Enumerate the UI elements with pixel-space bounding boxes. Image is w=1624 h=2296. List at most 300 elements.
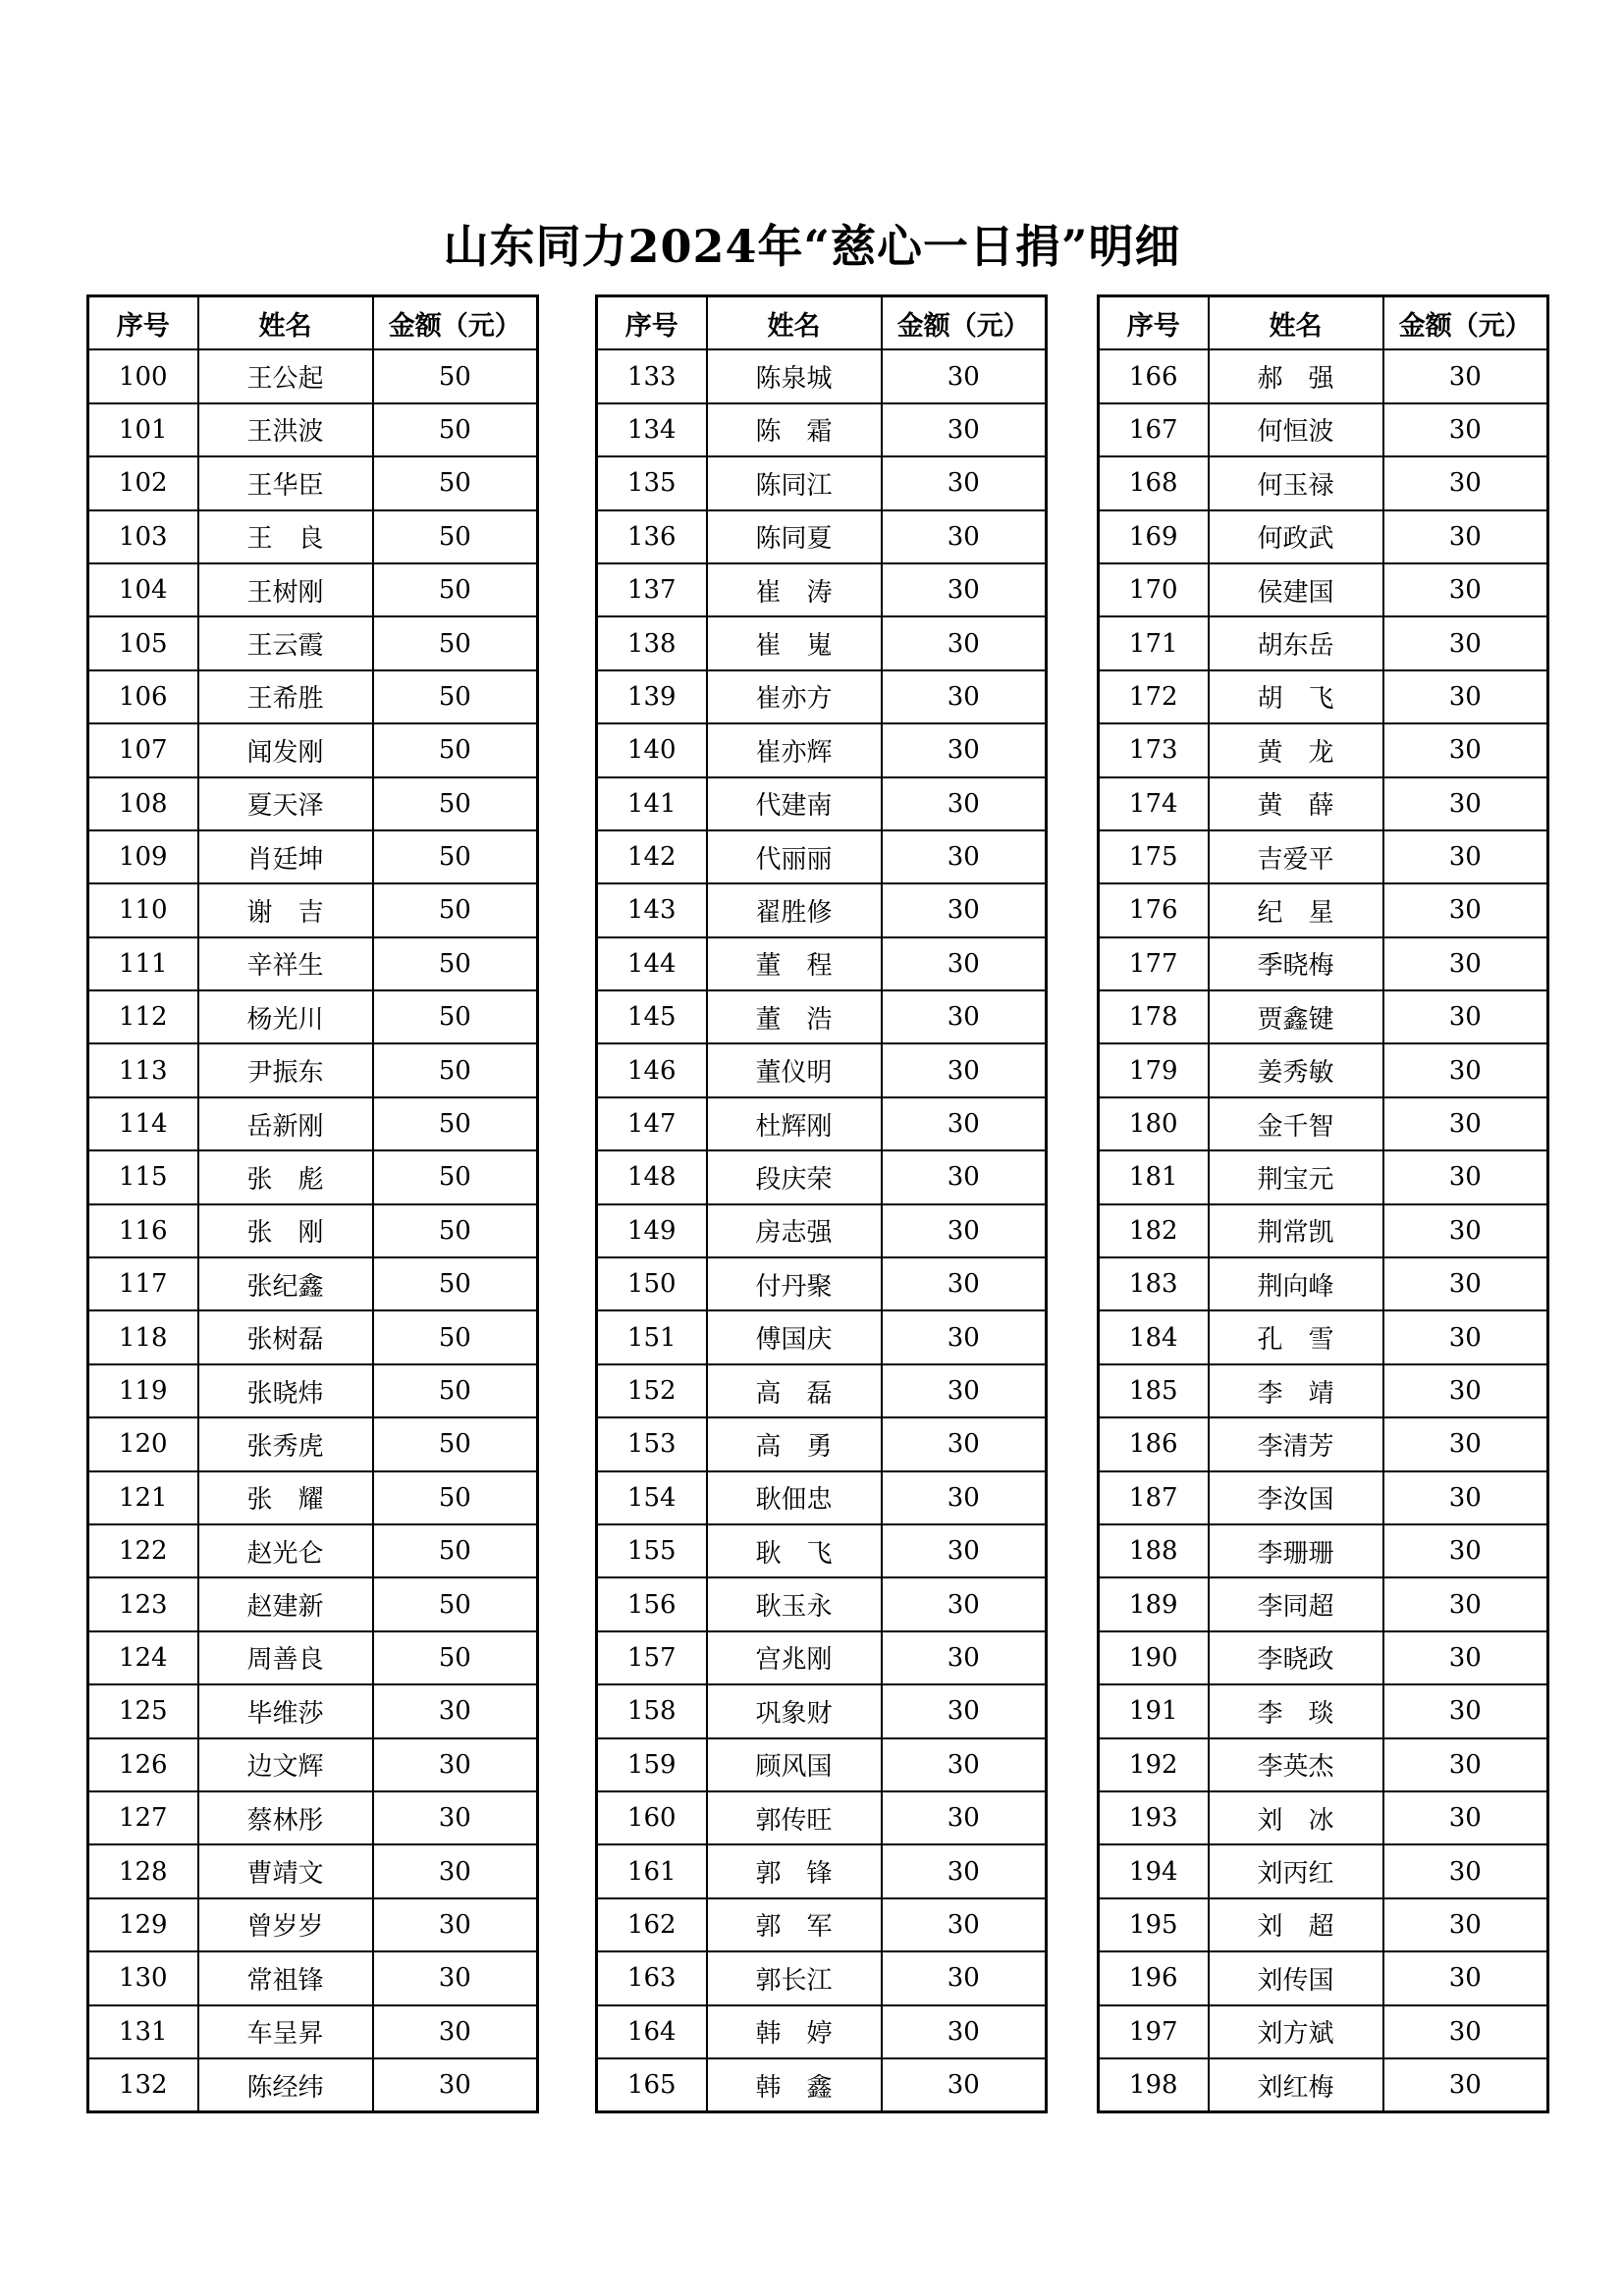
table-row [88, 1150, 538, 1203]
cell-seq: 111 [88, 937, 198, 990]
table-row [597, 1097, 1047, 1150]
table-row [1099, 883, 1548, 936]
table-row [88, 1577, 538, 1630]
cell-seq: 174 [1099, 777, 1209, 830]
cell-seq: 196 [1099, 1951, 1209, 2004]
table-row [1099, 563, 1548, 616]
cell-name: 吉爱平 [1209, 830, 1383, 883]
cell-amount: 30 [882, 1097, 1047, 1150]
cell-seq: 150 [597, 1257, 707, 1310]
cell-seq: 140 [597, 723, 707, 776]
cell-seq: 102 [88, 456, 198, 509]
cell-name: 王洪波 [198, 403, 373, 456]
table-row [597, 1684, 1047, 1737]
cell-amount: 30 [882, 990, 1047, 1043]
cell-seq: 112 [88, 990, 198, 1043]
cell-amount: 30 [882, 723, 1047, 776]
table-row [597, 1524, 1047, 1577]
cell-seq: 159 [597, 1738, 707, 1791]
cell-amount: 30 [1383, 616, 1548, 669]
table-row [88, 883, 538, 936]
cell-amount: 30 [373, 2058, 538, 2112]
cell-seq: 113 [88, 1043, 198, 1096]
cell-name: 郭 军 [707, 1898, 882, 1951]
cell-seq: 154 [597, 1471, 707, 1524]
cell-name: 崔 嵬 [707, 616, 882, 669]
table-row [1099, 723, 1548, 776]
cell-name: 崔 涛 [707, 563, 882, 616]
cell-name: 付丹聚 [707, 1257, 882, 1310]
cell-seq: 164 [597, 2005, 707, 2058]
table-row [88, 723, 538, 776]
cell-name: 谢 吉 [198, 883, 373, 936]
cell-name: 刘 超 [1209, 1898, 1383, 1951]
cell-amount: 50 [373, 883, 538, 936]
table-row [1099, 349, 1548, 402]
cell-name: 张 彪 [198, 1150, 373, 1203]
cell-seq: 149 [597, 1204, 707, 1257]
cell-seq: 165 [597, 2058, 707, 2112]
cell-seq: 117 [88, 1257, 198, 1310]
cell-name: 陈 霜 [707, 403, 882, 456]
cell-name: 张纪鑫 [198, 1257, 373, 1310]
cell-name: 董 浩 [707, 990, 882, 1043]
cell-seq: 185 [1099, 1364, 1209, 1417]
cell-seq: 176 [1099, 883, 1209, 936]
cell-seq: 195 [1099, 1898, 1209, 1951]
cell-amount: 30 [1383, 1684, 1548, 1737]
cell-seq: 191 [1099, 1684, 1209, 1737]
cell-amount: 50 [373, 1043, 538, 1096]
header-name: 姓名 [707, 296, 882, 350]
cell-name: 陈同夏 [707, 510, 882, 563]
table-row [88, 1364, 538, 1417]
cell-seq: 141 [597, 777, 707, 830]
cell-seq: 187 [1099, 1471, 1209, 1524]
cell-seq: 134 [597, 403, 707, 456]
table-row [1099, 616, 1548, 669]
cell-amount: 50 [373, 937, 538, 990]
cell-seq: 188 [1099, 1524, 1209, 1577]
cell-name: 刘丙红 [1209, 1844, 1383, 1897]
header-seq: 序号 [597, 296, 707, 350]
table-row [597, 777, 1047, 830]
cell-seq: 136 [597, 510, 707, 563]
table-row [1099, 403, 1548, 456]
cell-name: 曹靖文 [198, 1844, 373, 1897]
cell-name: 郝 强 [1209, 349, 1383, 402]
table-row [597, 883, 1047, 936]
cell-name: 侯建国 [1209, 563, 1383, 616]
cell-amount: 30 [1383, 1417, 1548, 1470]
cell-seq: 123 [88, 1577, 198, 1630]
cell-seq: 156 [597, 1577, 707, 1630]
cell-seq: 114 [88, 1097, 198, 1150]
cell-seq: 106 [88, 670, 198, 723]
table-row [1099, 1791, 1548, 1844]
cell-amount: 30 [882, 2005, 1047, 2058]
table-row [88, 1471, 538, 1524]
table-row [88, 403, 538, 456]
cell-amount: 30 [1383, 403, 1548, 456]
table-row [597, 1043, 1047, 1096]
cell-seq: 133 [597, 349, 707, 402]
table-row [597, 937, 1047, 990]
table-row [1099, 1738, 1548, 1791]
donation-table-3 [1097, 294, 1549, 2113]
cell-seq: 197 [1099, 2005, 1209, 2058]
cell-name: 李晓政 [1209, 1631, 1383, 1684]
cell-amount: 30 [1383, 990, 1548, 1043]
cell-seq: 161 [597, 1844, 707, 1897]
cell-seq: 160 [597, 1791, 707, 1844]
cell-name: 杜辉刚 [707, 1097, 882, 1150]
cell-name: 郭 锋 [707, 1844, 882, 1897]
cell-name: 纪 星 [1209, 883, 1383, 936]
cell-name: 陈同江 [707, 456, 882, 509]
cell-name: 何恒波 [1209, 403, 1383, 456]
table-row [597, 670, 1047, 723]
table-row [597, 1791, 1047, 1844]
cell-amount: 50 [373, 563, 538, 616]
cell-amount: 30 [882, 1471, 1047, 1524]
header-row [597, 296, 1047, 350]
cell-amount: 30 [373, 1951, 538, 2004]
table-row [88, 1257, 538, 1310]
cell-name: 黄 薛 [1209, 777, 1383, 830]
cell-seq: 182 [1099, 1204, 1209, 1257]
cell-seq: 107 [88, 723, 198, 776]
cell-amount: 50 [373, 1364, 538, 1417]
cell-seq: 171 [1099, 616, 1209, 669]
cell-name: 王 良 [198, 510, 373, 563]
cell-seq: 192 [1099, 1738, 1209, 1791]
cell-amount: 30 [1383, 1257, 1548, 1310]
cell-name: 代建南 [707, 777, 882, 830]
cell-amount: 30 [1383, 563, 1548, 616]
cell-name: 崔亦方 [707, 670, 882, 723]
table-row [1099, 830, 1548, 883]
cell-name: 张晓炜 [198, 1364, 373, 1417]
cell-seq: 178 [1099, 990, 1209, 1043]
cell-amount: 30 [1383, 1738, 1548, 1791]
cell-amount: 50 [373, 1631, 538, 1684]
cell-amount: 30 [1383, 1150, 1548, 1203]
cell-amount: 50 [373, 1097, 538, 1150]
header-amount: 金额（元） [1383, 296, 1548, 350]
table-row [1099, 456, 1548, 509]
cell-amount: 30 [882, 1738, 1047, 1791]
cell-amount: 30 [1383, 1043, 1548, 1096]
table-row [597, 1204, 1047, 1257]
cell-name: 荆常凯 [1209, 1204, 1383, 1257]
table-row [597, 723, 1047, 776]
cell-amount: 30 [1383, 1898, 1548, 1951]
header-seq: 序号 [1099, 296, 1209, 350]
cell-name: 李清芳 [1209, 1417, 1383, 1470]
cell-name: 巩象财 [707, 1684, 882, 1737]
cell-seq: 132 [88, 2058, 198, 2112]
cell-amount: 50 [373, 670, 538, 723]
table-row [1099, 1524, 1548, 1577]
cell-name: 李 琰 [1209, 1684, 1383, 1737]
cell-seq: 177 [1099, 937, 1209, 990]
cell-amount: 50 [373, 723, 538, 776]
table-row [1099, 1150, 1548, 1203]
cell-amount: 30 [882, 1204, 1047, 1257]
cell-name: 肖廷坤 [198, 830, 373, 883]
cell-seq: 162 [597, 1898, 707, 1951]
cell-seq: 137 [597, 563, 707, 616]
page-title: 山东同力2024年“慈心一日捐”明细 [443, 220, 1181, 273]
cell-amount: 30 [882, 349, 1047, 402]
cell-seq: 157 [597, 1631, 707, 1684]
cell-amount: 30 [882, 1524, 1047, 1577]
cell-name: 季晓梅 [1209, 937, 1383, 990]
header-name: 姓名 [198, 296, 373, 350]
cell-seq: 118 [88, 1310, 198, 1363]
cell-amount: 50 [373, 1524, 538, 1577]
cell-amount: 30 [1383, 1097, 1548, 1150]
table-row [1099, 1097, 1548, 1150]
table-row [597, 1257, 1047, 1310]
cell-amount: 30 [882, 510, 1047, 563]
cell-amount: 30 [1383, 723, 1548, 776]
table-row [88, 1204, 538, 1257]
table-row [597, 616, 1047, 669]
cell-seq: 131 [88, 2005, 198, 2058]
cell-name: 傅国庆 [707, 1310, 882, 1363]
cell-amount: 30 [882, 1844, 1047, 1897]
cell-name: 王云霞 [198, 616, 373, 669]
cell-amount: 30 [882, 830, 1047, 883]
cell-name: 尹振东 [198, 1043, 373, 1096]
cell-seq: 103 [88, 510, 198, 563]
table-row [1099, 2005, 1548, 2058]
cell-name: 周善良 [198, 1631, 373, 1684]
cell-seq: 152 [597, 1364, 707, 1417]
table-row [88, 990, 538, 1043]
cell-seq: 124 [88, 1631, 198, 1684]
cell-seq: 129 [88, 1898, 198, 1951]
cell-amount: 30 [1383, 1471, 1548, 1524]
cell-amount: 30 [1383, 349, 1548, 402]
cell-name: 刘红梅 [1209, 2058, 1383, 2112]
cell-amount: 30 [882, 883, 1047, 936]
cell-seq: 181 [1099, 1150, 1209, 1203]
cell-seq: 120 [88, 1417, 198, 1470]
cell-seq: 110 [88, 883, 198, 936]
cell-amount: 30 [882, 1791, 1047, 1844]
cell-name: 何玉禄 [1209, 456, 1383, 509]
cell-name: 高 磊 [707, 1364, 882, 1417]
cell-seq: 115 [88, 1150, 198, 1203]
table-row [597, 1577, 1047, 1630]
table-row [597, 1150, 1047, 1203]
table-row [597, 1951, 1047, 2004]
cell-seq: 100 [88, 349, 198, 402]
table-row [1099, 1471, 1548, 1524]
cell-amount: 30 [373, 1898, 538, 1951]
cell-seq: 135 [597, 456, 707, 509]
cell-name: 车呈昇 [198, 2005, 373, 2058]
table-row [88, 2005, 538, 2058]
cell-seq: 179 [1099, 1043, 1209, 1096]
cell-amount: 30 [1383, 1577, 1548, 1630]
cell-amount: 50 [373, 456, 538, 509]
table-row [1099, 1684, 1548, 1737]
cell-name: 韩 鑫 [707, 2058, 882, 2112]
table-row [88, 830, 538, 883]
cell-seq: 143 [597, 883, 707, 936]
table-row [597, 1417, 1047, 1470]
table-row [88, 616, 538, 669]
table-row [88, 777, 538, 830]
cell-name: 曾岁岁 [198, 1898, 373, 1951]
table-row [597, 1738, 1047, 1791]
cell-amount: 30 [882, 403, 1047, 456]
table-row [597, 990, 1047, 1043]
cell-name: 岳新刚 [198, 1097, 373, 1150]
cell-seq: 186 [1099, 1417, 1209, 1470]
donation-table-1 [86, 294, 539, 2113]
cell-seq: 126 [88, 1738, 198, 1791]
cell-amount: 30 [882, 670, 1047, 723]
table-row [597, 1364, 1047, 1417]
cell-amount: 50 [373, 1204, 538, 1257]
cell-seq: 190 [1099, 1631, 1209, 1684]
cell-name: 李珊珊 [1209, 1524, 1383, 1577]
cell-name: 陈经纬 [198, 2058, 373, 2112]
cell-name: 刘方斌 [1209, 2005, 1383, 2058]
cell-name: 李 靖 [1209, 1364, 1383, 1417]
table-row [597, 2005, 1047, 2058]
header-seq: 序号 [88, 296, 198, 350]
cell-seq: 166 [1099, 349, 1209, 402]
table-row [88, 1844, 538, 1897]
table-row [1099, 1631, 1548, 1684]
cell-name: 常祖锋 [198, 1951, 373, 2004]
table-row [1099, 1364, 1548, 1417]
table-row [88, 563, 538, 616]
cell-amount: 50 [373, 1577, 538, 1630]
cell-name: 耿玉永 [707, 1577, 882, 1630]
cell-seq: 121 [88, 1471, 198, 1524]
cell-name: 闻发刚 [198, 723, 373, 776]
cell-name: 黄 龙 [1209, 723, 1383, 776]
table-row [1099, 1898, 1548, 1951]
cell-name: 陈泉城 [707, 349, 882, 402]
table-row [88, 1791, 538, 1844]
cell-amount: 30 [882, 777, 1047, 830]
cell-name: 董 程 [707, 937, 882, 990]
cell-name: 刘传国 [1209, 1951, 1383, 2004]
cell-name: 胡东岳 [1209, 616, 1383, 669]
cell-amount: 30 [1383, 883, 1548, 936]
table-row [597, 403, 1047, 456]
table-row [1099, 2058, 1548, 2112]
cell-name: 李英杰 [1209, 1738, 1383, 1791]
table-row [1099, 1844, 1548, 1897]
table-row [1099, 937, 1548, 990]
cell-seq: 138 [597, 616, 707, 669]
cell-name: 贾鑫键 [1209, 990, 1383, 1043]
table-row [597, 510, 1047, 563]
cell-amount: 30 [373, 1844, 538, 1897]
cell-amount: 30 [882, 2058, 1047, 2112]
cell-name: 刘 冰 [1209, 1791, 1383, 1844]
table-row [88, 456, 538, 509]
cell-seq: 145 [597, 990, 707, 1043]
cell-amount: 50 [373, 616, 538, 669]
header-row [88, 296, 538, 350]
table-row [1099, 1951, 1548, 2004]
cell-amount: 30 [1383, 510, 1548, 563]
table-row [597, 1844, 1047, 1897]
cell-amount: 30 [1383, 1310, 1548, 1363]
cell-amount: 30 [1383, 670, 1548, 723]
cell-amount: 30 [882, 456, 1047, 509]
cell-name: 王希胜 [198, 670, 373, 723]
table-row [597, 563, 1047, 616]
cell-amount: 30 [882, 1257, 1047, 1310]
cell-amount: 30 [882, 937, 1047, 990]
cell-seq: 167 [1099, 403, 1209, 456]
table-row [88, 1417, 538, 1470]
cell-amount: 30 [1383, 1364, 1548, 1417]
table-row [597, 1898, 1047, 1951]
table-row [597, 2058, 1047, 2112]
cell-name: 翟胜修 [707, 883, 882, 936]
cell-seq: 116 [88, 1204, 198, 1257]
cell-seq: 148 [597, 1150, 707, 1203]
cell-amount: 30 [373, 1738, 538, 1791]
header-row [1099, 296, 1548, 350]
cell-amount: 30 [1383, 777, 1548, 830]
cell-name: 毕维莎 [198, 1684, 373, 1737]
cell-amount: 50 [373, 990, 538, 1043]
table-row [88, 1310, 538, 1363]
cell-seq: 193 [1099, 1791, 1209, 1844]
table-row [597, 830, 1047, 883]
cell-amount: 30 [882, 563, 1047, 616]
cell-name: 荆向峰 [1209, 1257, 1383, 1310]
cell-seq: 169 [1099, 510, 1209, 563]
table-row [88, 1738, 538, 1791]
cell-name: 王公起 [198, 349, 373, 402]
cell-seq: 155 [597, 1524, 707, 1577]
cell-amount: 30 [373, 1684, 538, 1737]
cell-amount: 50 [373, 349, 538, 402]
table-row [597, 1631, 1047, 1684]
cell-seq: 189 [1099, 1577, 1209, 1630]
cell-seq: 130 [88, 1951, 198, 2004]
cell-amount: 50 [373, 403, 538, 456]
cell-seq: 163 [597, 1951, 707, 2004]
cell-name: 郭传旺 [707, 1791, 882, 1844]
cell-seq: 105 [88, 616, 198, 669]
table-row [597, 1471, 1047, 1524]
cell-seq: 128 [88, 1844, 198, 1897]
cell-amount: 30 [882, 1684, 1047, 1737]
cell-seq: 147 [597, 1097, 707, 1150]
table-row [1099, 1417, 1548, 1470]
cell-seq: 183 [1099, 1257, 1209, 1310]
cell-amount: 30 [882, 1043, 1047, 1096]
cell-amount: 50 [373, 1310, 538, 1363]
cell-name: 张秀虎 [198, 1417, 373, 1470]
cell-name: 何政武 [1209, 510, 1383, 563]
